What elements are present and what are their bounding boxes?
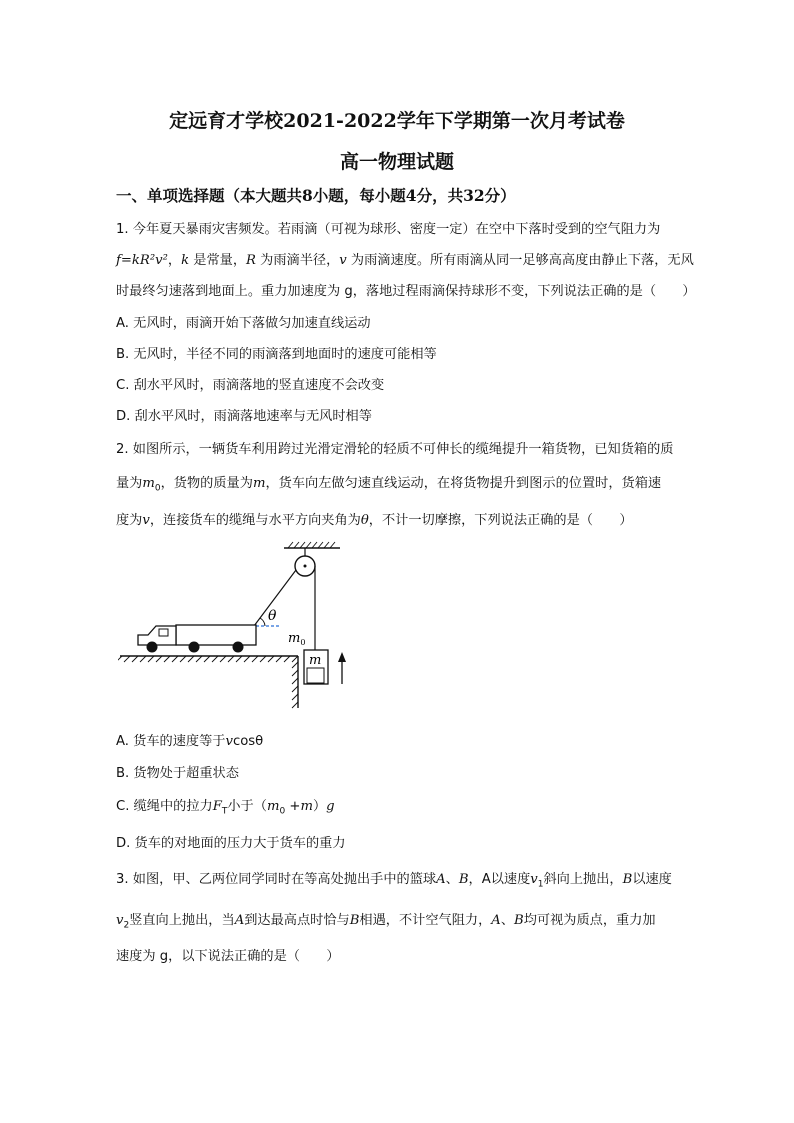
q2-var-m: m [142,476,155,491]
truck-pulley-diagram [118,538,378,710]
q2-var-m: m [300,799,313,814]
q2-option-b: B. 货物处于超重状态 [116,766,239,781]
truck-icon [138,625,256,653]
q2-option-c [116,795,335,817]
q3-var: A [436,872,446,887]
q2-text: + [285,799,301,814]
q3-sub: 1 [537,879,544,890]
q2-sub: 0 [279,806,286,817]
arrow-up-icon [338,652,346,684]
q2-text: 量为 [116,476,143,491]
q2-text: ，连接货车的缆绳与水平方向夹角为 [149,513,361,528]
q2-var-theta: θ [360,513,369,528]
q2-var-m: m [266,799,280,814]
q2-line-2 [116,472,661,494]
q2-option-d: D. 货车的对地面的压力大于货车的重力 [116,836,346,851]
q3-var: A [491,913,501,928]
q2-var-m: m [252,476,266,491]
m-label: m [309,653,322,668]
q3-line-1 [116,868,672,890]
q3-text: 到达最高点时恰与 [244,913,350,928]
cargo-box [304,650,328,684]
theta-label: θ [268,608,277,624]
q3-var: B [458,872,469,887]
q2-text: ） [312,799,327,814]
q1-var-k: k [181,253,190,268]
q3-text: 、 [445,872,459,887]
q3-text: 斜向上抛出， [543,872,623,887]
q1-line-1: 1. 今年夏天暴雨灾害频发。若雨滴（可视为球形、密度一定）在空中下落时受到的空气阻力为 [116,222,661,237]
q2-text: ，货车向左做匀速直线运动，在将货物提升到图示的位置时，货箱速 [265,476,662,491]
q3-text: 均可视为质点，重力加 [523,913,656,928]
q1-option-b: B. 无风时，半径不同的雨滴落到地面时的速度可能相等 [116,347,437,362]
q3-var: v [530,872,538,887]
q2-var-v: v [142,513,150,528]
q2-option-a [116,730,263,749]
q2-line-3 [116,509,633,528]
q2-sub: T [221,806,228,817]
q3-var: B [514,913,524,928]
q1-var-R: R [246,253,256,268]
q1-text: 为雨滴速度。所有雨滴从同一足够高高度由静止下落，无风 [346,253,694,268]
ground-hatching [118,656,298,662]
q2-var-F: F [212,799,222,814]
q2-var-g: g [326,799,335,814]
q3-var: B [349,913,360,928]
q3-text: 、 [500,913,515,928]
q1-line-3: 时最终匀速落到地面上。重力加速度为 g，落地过程雨滴保持球形不变，下列说法正确的是（ ） [116,284,696,299]
q2-text: A. 货车的速度等于 [116,734,226,749]
section-heading: 一、单项选择题（本大题共8小题，每小题4分，共32分） [116,186,516,205]
q2-text: （ [253,799,267,814]
q3-text: 以速度 [632,872,672,887]
q3-line-2 [116,909,656,931]
q1-option-c: C. 刮水平风时，雨滴落地的竖直速度不会改变 [116,378,385,393]
q3-text: 3. 如图，甲、乙两位同学同时在等高处抛出手中的篮球 [116,872,437,887]
q2-text: ，不计一切摩擦，下列说法正确的是（ ） [368,513,633,528]
q2-sub: 0 [154,483,161,494]
q2-text: ，货物的质量为 [160,476,253,491]
q1-formula: f=kR²v² [116,253,168,268]
q3-line-3: 速度为 g，以下说法正确的是（ ） [116,949,340,964]
m0-label-m: m [288,631,301,646]
q2-var-v: v [225,734,233,749]
q2-text: cosθ [232,734,264,749]
q1-line-2 [116,249,694,268]
q3-var: B [622,872,633,887]
q3-sub: 2 [123,920,130,931]
q1-var-v: v [339,253,347,268]
q1-option-a: A. 无风时，雨滴开始下落做匀加速直线运动 [116,316,371,331]
m0-label [288,631,305,647]
q3-var: A [234,913,245,928]
q2-text: 小于 [227,799,254,814]
exam-title: 定远育才学校2021-2022学年下学期第一次月考试卷 [169,110,625,132]
q1-text: 是常量， [189,253,247,268]
m0-label-sub: 0 [300,638,306,647]
q1-text: 为雨滴半径， [255,253,340,268]
q2-line-1: 2. 如图所示，一辆货车利用跨过光滑定滑轮的轻质不可伸长的缆绳提升一箱货物，已知货箱的质 [116,442,674,457]
q2-text: C. 缆绳中的拉力 [116,799,213,814]
q2-figure [118,538,378,714]
q1-text: ， [167,253,182,268]
q1-option-d: D. 刮水平风时，雨滴落地速率与无风时相等 [116,409,372,424]
q2-text: 度为 [116,513,143,528]
q3-text: 相遇，不计空气阻力， [359,913,492,928]
q3-text: 竖直向上抛出，当 [129,913,235,928]
q3-text: ，A以速度 [468,872,531,887]
exam-subtitle: 高一物理试题 [339,151,454,173]
q3-var: v [116,913,124,928]
